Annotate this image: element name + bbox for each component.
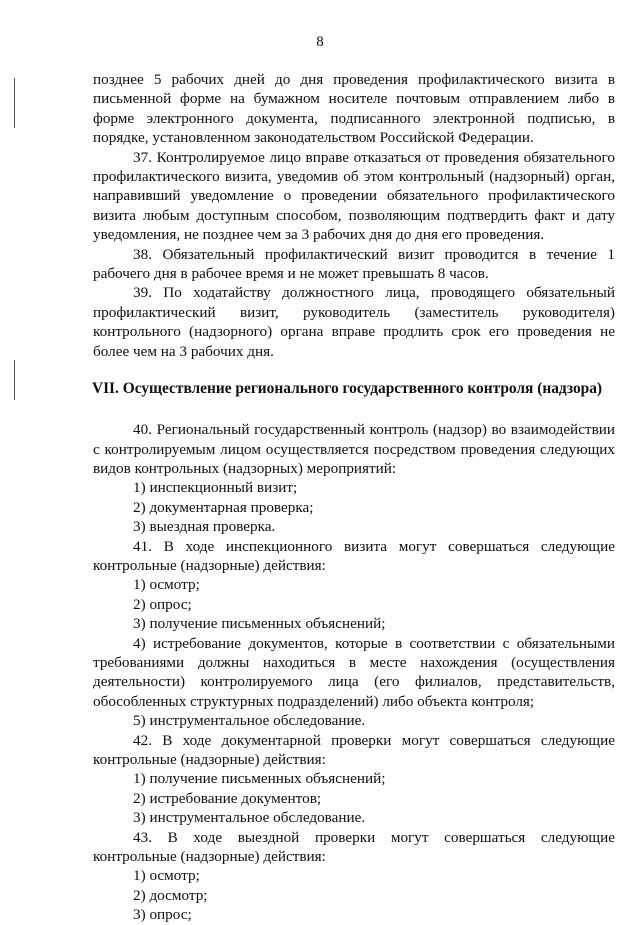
paragraph: 41. В ходе инспекционного визита могут совершаться следующие контрольные (надзорные) действия: <box>93 537 615 574</box>
paragraph: 40. Региональный государственный контроль (надзор) во взаимодействии с контролируемым лицом осуществляется посредством проведения следующих видов контрольных (надзорных) мероприятий: <box>93 421 615 477</box>
paragraph: позднее 5 рабочих дней до дня проведения профилактического визита в письменной форме на бумажном носителе почтовым отправлением либо в форме электронного документа, подписанного электронной подписью, в порядке, установленном законодательством Российской Федерации. <box>93 71 615 147</box>
paragraph: 42. В ходе документарной проверки могут совершаться следующие контрольные (надзорные) действия: <box>93 731 615 768</box>
scan-edge-mark <box>14 78 15 128</box>
paragraph: 38. Обязательный профилактический визит проводится в течение 1 рабочего дня в рабочее время и не может превышать 8 часов. <box>93 245 615 283</box>
list-item: 1) получение письменных объяснений; <box>133 770 386 788</box>
list-item: 1) инспекционный визит; <box>133 479 298 497</box>
document-body <box>93 70 615 925</box>
scan-edge-mark <box>14 360 15 400</box>
paragraph: 37. Контролируемое лицо вправе отказаться от проведения обязательного профилактического визита, уведомив об этом контрольный (надзорный) орган, направивший уведомление о проведении обязательного профилактического визита любым доступным способом, позволяющим подтвердить факт и дату уведомления, не позднее чем за 3 рабочих дня до дня его проведения. <box>93 148 615 244</box>
list-item: 3) инструментальное обследование. <box>133 809 366 827</box>
list-item: 3) получение письменных объяснений; <box>133 615 386 633</box>
page-number: 8 <box>316 34 324 50</box>
list-item: 3) выездная проверка. <box>133 518 276 536</box>
paragraph: 39. По ходатайству должностного лица, проводящего обязательный профилактический визит, руководитель (заместитель руководителя) контрольного (надзорного) органа вправе продлить срок его проведения не более чем на 3 рабочих дня. <box>93 284 615 360</box>
section-heading: VII. Осуществление регионального государственного контроля (надзора) <box>91 380 603 398</box>
paragraphs-after-section <box>93 420 615 925</box>
list-item: 2) опрос; <box>133 595 192 613</box>
paragraph: 43. В ходе выездной проверки могут совершаться следующие контрольные (надзорные) действия: <box>93 828 615 866</box>
list-item: 1) осмотр; <box>133 867 200 885</box>
list-item: 2) досмотр; <box>133 886 208 904</box>
list-item: 3) опрос; <box>133 906 192 924</box>
list-item: 2) истребование документов; <box>133 789 322 807</box>
list-item: 1) осмотр; <box>133 576 200 594</box>
paragraphs-before-section <box>93 70 615 361</box>
list-item: 5) инструментальное обследование. <box>133 712 366 730</box>
paragraph: 4) истребование документов, которые в соответствии с обязательными требованиями должны находиться в месте нахождения (осуществления деятельности) контролируемого лица (его филиалов, представительств, обособленных структурных подразделений) либо объекта контроля; <box>93 634 615 710</box>
list-item: 2) документарная проверка; <box>133 498 314 516</box>
